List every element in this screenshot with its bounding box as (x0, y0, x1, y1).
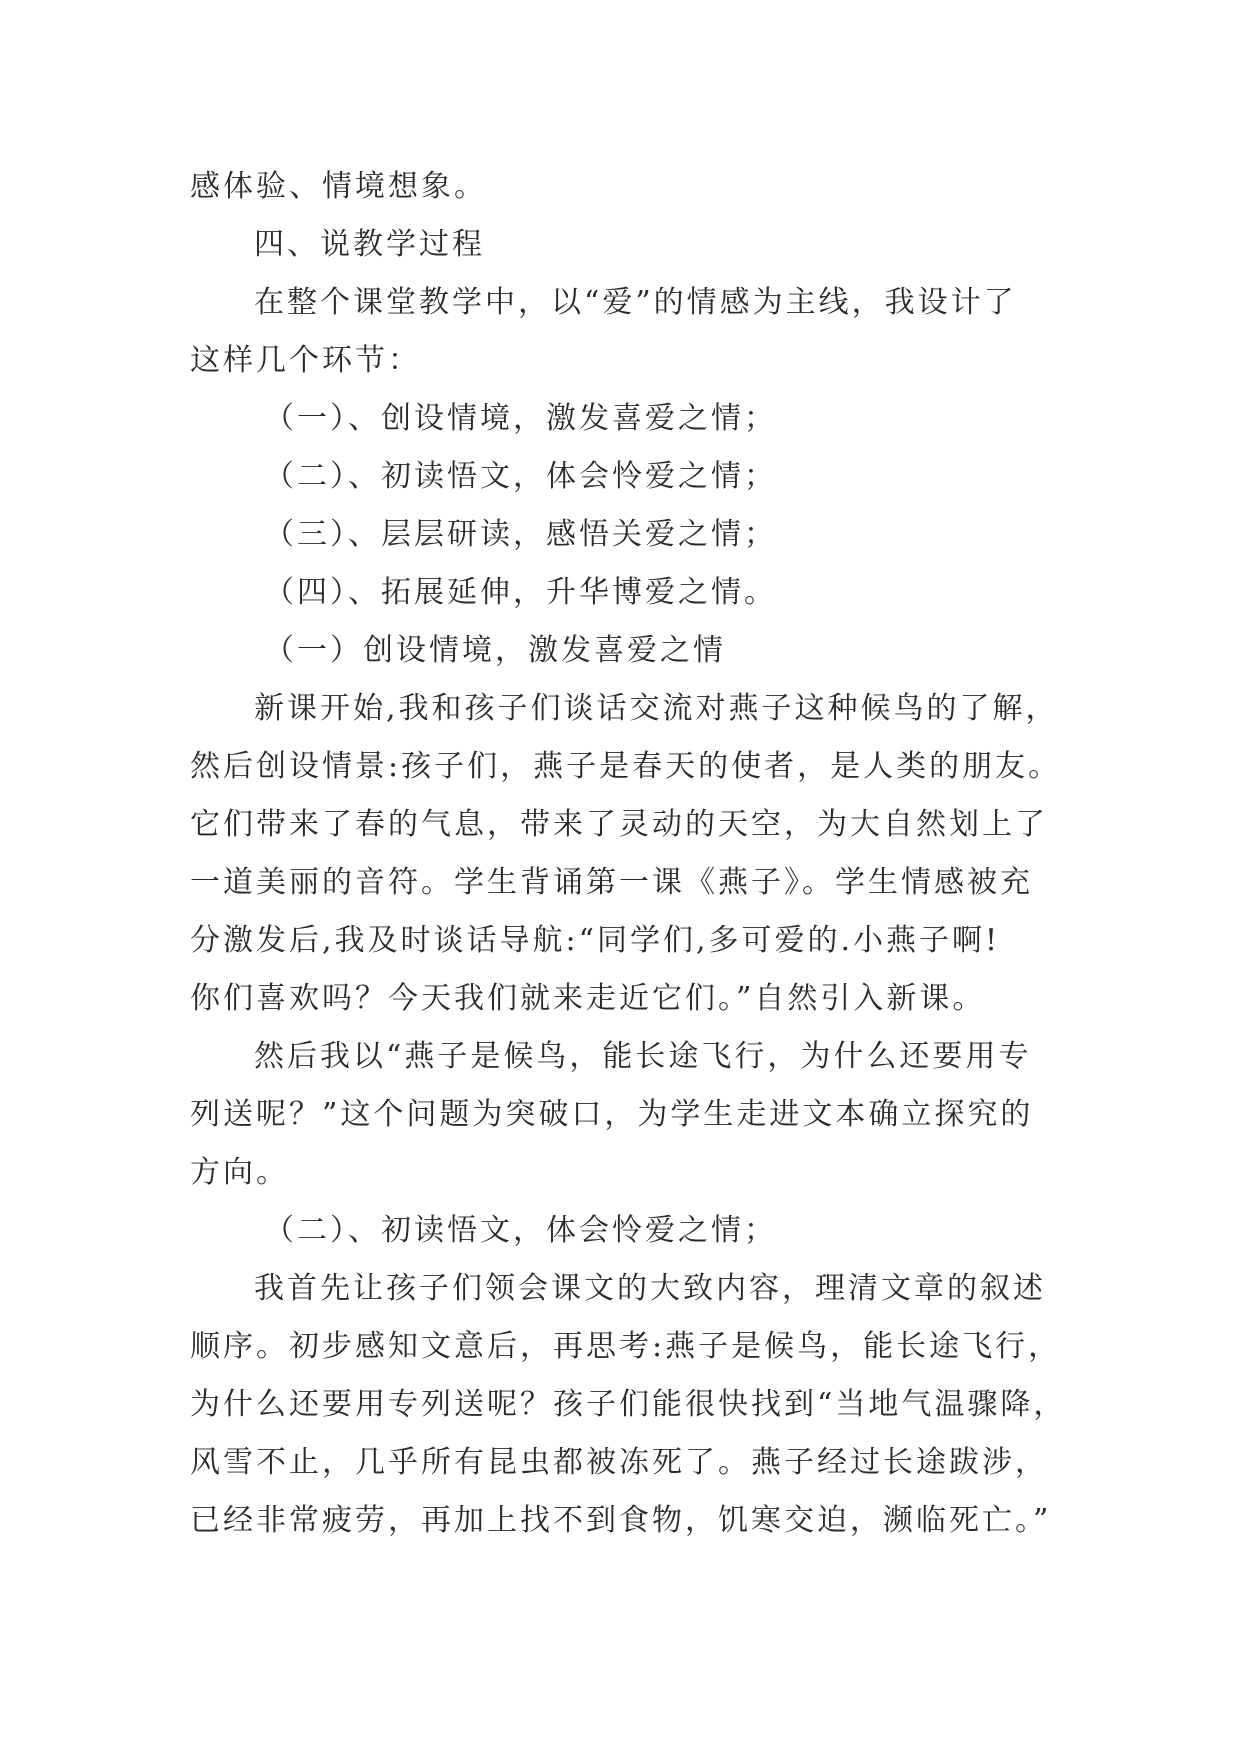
paragraph-line: 然后我以“燕子是候鸟，能长途飞行，为什么还要用专 (254, 1039, 1032, 1074)
paragraph-line: 为什么还要用专列送呢？孩子们能很快找到“当地气温骤降， (190, 1387, 1067, 1422)
text-line: 感体验、情境想象。 (190, 169, 487, 204)
list-item: （一）、创设情境，激发喜爱之情； (264, 401, 777, 436)
paragraph-line: 分激发后,我及时谈话导航:“同学们,多可爱的.小燕子啊! (190, 923, 1001, 958)
list-item: （三）、层层研读，感悟关爱之情； (264, 517, 777, 552)
list-item: （四）、拓展延伸，升华博爱之情。 (264, 575, 777, 610)
paragraph-line: 这样几个环节： (190, 343, 421, 378)
paragraph-line: 你们喜欢吗？今天我们就来走近它们。”自然引入新课。 (190, 981, 986, 1016)
paragraph-line: 新课开始,我和孩子们谈话交流对燕子这种候鸟的了解， (254, 691, 1059, 726)
paragraph-line: 它们带来了春的气息，带来了灵动的天空，为大自然划上了 (190, 807, 1048, 842)
paragraph-line: 列送呢？”这个问题为突破口，为学生走进文本确立探究的 (190, 1097, 1034, 1132)
paragraph-line: 方向。 (190, 1155, 289, 1190)
paragraph-line: 已经非常疲劳，再加上找不到食物，饥寒交迫，濒临死亡。” (190, 1503, 1052, 1538)
subsection-heading: （一）创设情境，激发喜爱之情 (264, 633, 726, 668)
paragraph-line: 一道美丽的音符。学生背诵第一课《燕子》。学生情感被充 (190, 865, 1033, 900)
paragraph-line: 然后创设情景:孩子们，燕子是春天的使者，是人类的朋友。 (190, 749, 1062, 784)
subsection-heading: （二）、初读悟文，体会怜爱之情； (264, 1213, 777, 1248)
paragraph-line: 顺序。初步感知文意后，再思考:燕子是候鸟，能长途飞行， (190, 1329, 1062, 1364)
paragraph-line: 风雪不止，几乎所有昆虫都被冻死了。燕子经过长途跋涉， (190, 1445, 1048, 1480)
paragraph-line: 我首先让孩子们领会课文的大致内容，理清文章的叙述 (254, 1271, 1046, 1306)
document-body (190, 158, 1067, 1550)
paragraph-line: 在整个课堂教学中，以“爱”的情感为主线，我设计了 (254, 285, 1017, 320)
list-item: （二）、初读悟文，体会怜爱之情； (264, 459, 777, 494)
section-heading: 四、说教学过程 (254, 227, 485, 262)
